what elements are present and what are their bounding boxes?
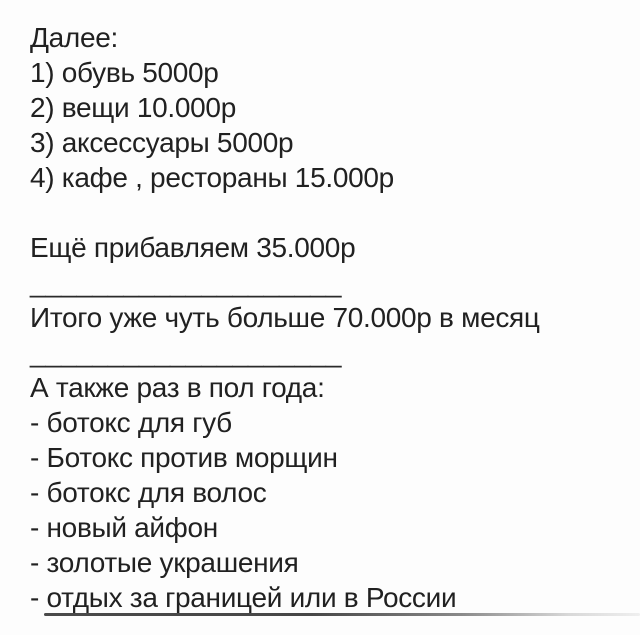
biannual-item-5: - золотые украшения [30,547,299,578]
biannual-item-4: - новый айфон [30,512,218,543]
total-line: Итого уже чуть больше 70.000р в месяц [30,302,540,333]
note-body [30,20,640,615]
bottom-partial-divider [44,613,640,616]
addition-line: Ещё прибавляем 35.000р [30,232,356,263]
note-intro: Далее: [30,22,118,53]
expense-item-1: 1) обувь 5000р [30,57,219,88]
expense-item-3: 3) аксессуары 5000р [30,127,294,158]
divider-line-2: ____________________ [30,337,342,368]
blank-line [30,195,640,230]
biannual-item-1: - ботокс для губ [30,407,232,438]
expense-item-2: 2) вещи 10.000р [30,92,236,123]
divider-line-1: ____________________ [30,267,342,298]
expense-item-4: 4) кафе , рестораны 15.000р [30,162,394,193]
biannual-item-3: - ботокс для волос [30,477,267,508]
biannual-item-6: - отдых за границей или в России [30,582,457,613]
biannual-item-2: - Ботокс против морщин [30,442,338,473]
biannual-header: А также раз в пол года: [30,372,325,403]
